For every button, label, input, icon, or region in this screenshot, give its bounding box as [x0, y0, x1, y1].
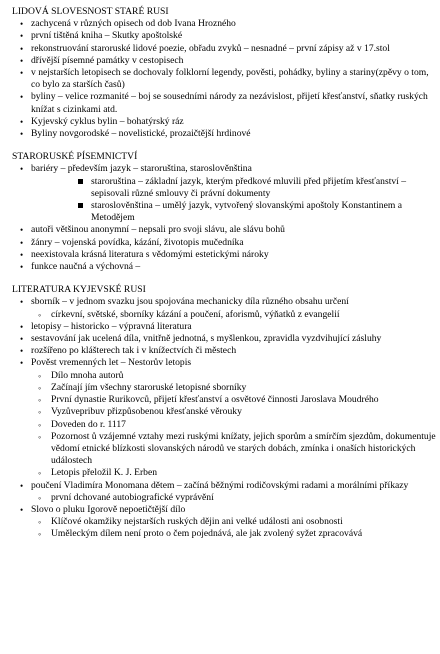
list-item: • dřívější písemné památky v cestopisech	[12, 55, 440, 67]
bullet-list	[12, 224, 440, 273]
sub-list-item: ◦ Pozornost ů vzájemné vztahy mezi ruskými knížaty, jejich sporům a smírčím sjezdům, dokumentuje vědomí etnické blízkosti slovanských národů ve starých dobách, zmínka i onaších historických událostech	[32, 431, 440, 468]
sub-list-item: ◦ církevní, světské, sborníky kázání a poučení, aforismů, výňatků z evangelií	[32, 309, 440, 321]
bullet-list	[12, 504, 440, 516]
list-item: • žánry – vojenská povídka, kázání, životopis mučedníka	[12, 237, 440, 249]
list-item-text: poučení Vladimíra Monomana dětem – začíná běžnými rodičovskými radami a morálními příkazy	[31, 479, 409, 491]
list-item	[12, 504, 440, 516]
list-item: • v nejstarších letopisech se dochovaly folklorní legendy, pověsti, pohádky, byliny a stariny(zpěvy o tom, co bylo za starších časů)	[12, 67, 440, 91]
list-item-text: sborník – v jednom svazku jsou spojována mechanicky díla různého obsahu určení	[31, 296, 349, 308]
sub-bullet-list	[12, 309, 440, 321]
section-heading: LITERATURA KYJEVSKÉ RUSI	[12, 284, 146, 296]
list-item: • zachycená v různých opisech od dob Ivana Hrozného	[12, 18, 440, 30]
list-item: • neexistovala krásná literatura s vědomými estetickými nároky	[12, 249, 440, 261]
sub-list-item: ◦ Letopis přeložil K. J. Erben	[32, 467, 440, 479]
list-item: • byliny – velice rozmanité – boj se sousedními národy za nezávislost, přijetí křesťanství, sňatky ruských knížat s cizinkami atd.	[12, 91, 440, 115]
sub-bullet-list	[12, 370, 440, 480]
sub-list-item: ◦ První dynastie Rurikovců, přijetí křesťanství a osvětové činnosti Jaroslava Moudrého	[32, 394, 440, 406]
list-item-text: Pověst vremenných let – Nestorův letopis	[31, 357, 192, 369]
sub-bullet-list	[12, 516, 440, 540]
list-item	[12, 296, 440, 308]
list-item: • autoři většinou anonymní – nepsali pro svoji slávu, ale slávu bohů	[12, 224, 440, 236]
list-item: • Byliny novgorodské – novelistické, prozaičtější hrdinové	[12, 128, 440, 140]
bullet-list	[12, 18, 440, 140]
section-literatura-kyjevske-rusi	[12, 284, 440, 540]
list-item: • první tištěná kniha – Skutky apoštolské	[12, 30, 440, 42]
list-item	[12, 163, 440, 175]
list-item-text: bariéry – především jazyk – staroruština, staroslověnština	[31, 163, 252, 175]
sub-list-item: ◦ Vyzůvepribuv přizpůsobenou křesťanské věrouky	[32, 406, 440, 418]
sub-list-item: staroruština – základní jazyk, kterým předkové mluvili před přijetím křesťanství – sepisovali různé smlouvy či právní dokumenty	[74, 176, 440, 200]
sub-list-item: ◦ první dchované autobiografické vyprávění	[32, 492, 440, 504]
list-item: • letopisy – historicko – výpravná literatura	[12, 321, 440, 333]
sub-bullet-list	[12, 492, 440, 504]
sub-list-item: ◦ Začínají jím všechny staroruské letopisné sborníky	[32, 382, 440, 394]
list-item: • rekonstruování staroruské lidové poezie, obřadu zvyků – nesnadné – první zápisy až v 17.stol	[12, 43, 440, 55]
bullet-list	[12, 480, 440, 492]
section-staroruske-pisemnictvi	[12, 151, 440, 273]
sub-list-item: ◦ Klíčové okamžiky nejstarších ruských dějin ani velké události ani osobnosti	[32, 516, 440, 528]
list-item: • funkce naučná a výchovná –	[12, 261, 440, 273]
bullet-list	[12, 321, 440, 370]
list-item: • Kyjevský cyklus bylin – bohatýrský ráz	[12, 116, 440, 128]
bullet-list	[12, 163, 440, 175]
section-lidova-slovesnost	[12, 6, 440, 140]
bullet-list	[12, 296, 440, 308]
list-item: • sestavování jak ucelená díla, vnitřně jednotná, s myšlenkou, zpravidla vyzdvihující zásluhy	[12, 333, 440, 345]
section-heading: LIDOVÁ SLOVESNOST STARÉ RUSI	[12, 6, 169, 17]
sub-list-item: staroslověnština – umělý jazyk, vytvořený slovanskými apoštoly Konstantinem a Metodějem	[74, 200, 440, 224]
list-item	[12, 480, 440, 492]
sub-bullet-list	[12, 176, 440, 225]
section-heading: STARORUSKÉ PÍSEMNICTVÍ	[12, 151, 138, 163]
sub-list-item: ◦ Uměleckým dílem není proto o čem pojednává, ale jak zvolený syžet zpracovává	[32, 528, 440, 540]
sub-list-item: ◦ Doveden do r. 1117	[32, 419, 440, 431]
list-item-text: Slovo o pluku Igorově nepoetičtější dílo	[31, 503, 186, 515]
list-item: • rozšířeno po klášterech tak i v knížectvích či městech	[12, 345, 440, 357]
sub-list-item: ◦ Dílo mnoha autorů	[32, 370, 440, 382]
list-item	[12, 357, 440, 369]
